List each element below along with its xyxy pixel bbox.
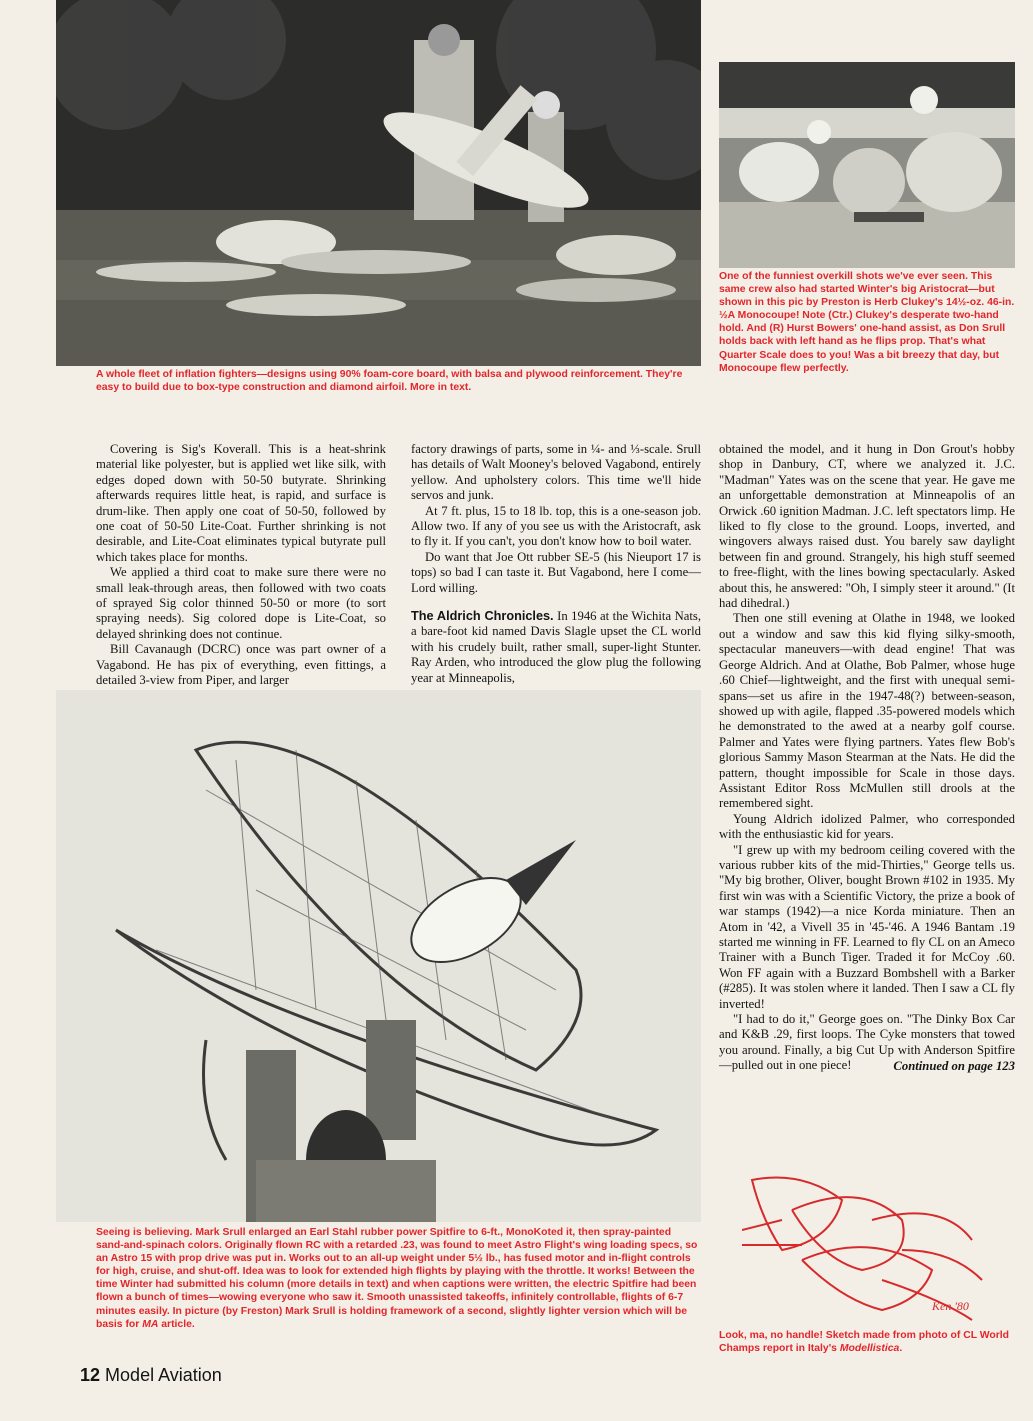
fleet-photo-icon: [56, 0, 701, 366]
page-number: 12: [80, 1365, 101, 1385]
spitfire-photo-icon: [56, 690, 701, 1222]
paragraph: Do want that Joe Ott rubber SE-5 (his Nieuport 17 is tops) so bad I can taste it. But Vagabond, here I come—Lord willing.: [411, 549, 701, 595]
crew-photo-icon: [719, 62, 1015, 268]
sketch-caption: [719, 1329, 1015, 1355]
paragraph: Then one still evening at Olathe in 1948, we looked out a window and saw this kid flying silky-smooth, spectacular maneuvers—with dead engine! That was George Aldrich. And at Olathe, Bob Palmer, whose huge .60 Chief—lightweight, and the first with unequal semi-spans—set us afire in the 1947-48(?) between-season, showed up with agile, flapped .35-powered models which he demonstrated to the awed at a nearby golf course. Palmer and Yates were flying partners. Yates flew Bob's glorious Sammy Mason Stearman at the Nats. He did the pattern, thought impossible for Scale in those days. Assistant Editor Ross McMullen still drools at the remembered sight.: [719, 611, 1015, 811]
page-footer: [80, 1365, 222, 1386]
paragraph: "I had to do it," George goes on. "The Dinky Box Car and K&B .29, first loops. The Cyke monsters that towed you around. Finally, a big Cut Up with Anderson Spitfire—pulled out in one piece!: [719, 1012, 1015, 1073]
caption-end: article.: [158, 1318, 195, 1330]
paragraph: At 7 ft. plus, 15 to 18 lb. top, this is a one-season job. Allow two. If any of you see us with the Aristocraft, ask to fly it. If you can't, you don't know how to boil water.: [411, 503, 701, 549]
paragraph: factory drawings of parts, some in ¼- and ⅓-scale. Srull has details of Walt Mooney's beloved Vagabond, entirely yellow. And upholstery colors. This time we'll hide servos and junk.: [411, 442, 701, 503]
paragraph: obtained the model, and it hung in Don Grout's hobby shop in Danbury, CT, where we analyzed it. J.C. "Madman" Yates was on the scene that year. He gave me an unforgettable demonstration at Minneapolis of an Orwick .60 ignition Madman. J.C. left spectators limp. He liked to fly close to the ground. Loops, inverted, and wingovers always raised dust. You barely saw daylight between fin and ground. Strangely, his high stuff seemed to free-flight, with the lines bowing spectacularly. Asked about this, he answered: "Oh, I simply steer it around." (It had dihedral.): [719, 442, 1015, 611]
paragraph: Covering is Sig's Koverall. This is a heat-shrink material like polyester, but is applied wet like silk, with edges doped down with 50-50 butyrate. Shrinking afterwards requires little heat, is rapid, and surface is drum-like. Then apply one coat of 50-50, followed by one coat of 50-50 Lite-Coat. Further shrinking is not desirable, and Lite-Coat eliminates typical butyrate pull which takes place for months.: [96, 442, 386, 564]
crew-photo-caption: One of the funniest overkill shots we've ever seen. This same crew also had started Winter's big Aristocrat—but shown in this pic by Preston is Herb Clukey's 14½-oz. 46-in. ½A Monocoupe! Note (Ctr.) Clukey's desperate two-hand hold. And (R) Hurst Bowers' one-hand assist, as Don Srull holds back with left hand as he flips prop. That's what Quarter Scale does to you! Was a bit breezy that day, but Monocoupe flew perfectly.: [719, 271, 1015, 374]
paragraph: "I grew up with my bedroom ceiling covered with the various rubber kits of the mid-Thirties," George tells us. "My big brother, Oliver, bought Brown #102 in 1935. My first win was with a Scientific Victory, the prize a book of war stamps (1942)—a nice Korda miniature. Then an Atom in '42, a Vivell 35 in '45-'46. A 1946 Bantam .19 started me winning in FF. Learned to fly CL on an Ameco Trainer with a Bunch Tiger. Traded it for McCoy .60. Won FF again with a Buzzard Bombshell with a Barker (#285). It was stolen where it landed. Then I saw a CL fly inverted!: [719, 842, 1015, 1011]
caption-text: Seeing is believing. Mark Srull enlarged an Earl Stahl rubber power Spitfire to 6-ft., MonoKoted it, then spray-painted sand-and-spinach colors. Originally flown RC with a retarded .23, was found to meet Astro Flight's wing loading specs, so an Astro 15 with prop drive was put in. Works out to an all-up weight under 5½ lb., has fused motor and in-flight controls for high, cruise, and shut-off. Idea was to look for extended high flights by playing with the throttle. It works! Between the time Winter had submitted his column (more details in text) and when captions were written, the electric Spitfire had been flown a bunch of times—wowing everyone who saw it. Smooth unassisted takeoffs, infinitely controllable, flights of 6-7 minutes easily. In picture (by Freston) Mark Srull is holding framework of a second, slightly lighter version which will be basis for: [96, 1227, 698, 1330]
spitfire-photo: [56, 690, 701, 1222]
caption-emphasis: MA: [142, 1318, 159, 1330]
continued-note: Continued on page 123: [893, 1058, 1015, 1073]
fleet-photo-caption: A whole fleet of inflation fighters—designs using 90% foam-core board, with balsa and plywood reinforcement. They're easy to build due to box-type construction and diamond airfoil. More in text.: [96, 369, 683, 394]
caption-end: .: [899, 1343, 903, 1355]
sketch-signature: Ken '80: [932, 1299, 969, 1313]
text-column-3: [719, 442, 1015, 1074]
caption-emphasis: Modellistica: [839, 1343, 900, 1355]
paragraph: Bill Cavanaugh (DCRC) once was part owner of a Vagabond. He has pix of everything, even fittings, a detailed 3-view from Piper, and larger: [96, 642, 386, 688]
paragraph-text: In 1946 at the Wichita Nats, a bare-foot kid named Davis Slagle upset the CL world with his crudely built, rather small, super-light Stunter. Ray Arden, who introduced the glow plug the following year at Minneapolis,: [411, 609, 702, 685]
caption-text: Look, ma, no handle! Sketch made from photo of CL World Champs report in Italy's: [719, 1330, 1009, 1355]
hand-sketch-icon: [742, 1160, 1010, 1330]
crew-photo: [719, 62, 1015, 268]
text-column-2: [411, 442, 701, 686]
fleet-photo: [56, 0, 701, 366]
paragraph: Young Aldrich idolized Palmer, who corresponded with the enthusiastic kid for years.: [719, 811, 1015, 842]
hand-sketch: [742, 1160, 1010, 1330]
section-heading: The Aldrich Chronicles.: [411, 609, 554, 624]
section-paragraph: [411, 609, 701, 686]
spitfire-photo-caption: [96, 1226, 701, 1331]
text-column-1: [96, 442, 386, 689]
magazine-name: Model Aviation: [105, 1365, 222, 1385]
paragraph: We applied a third coat to make sure there were no small leak-through areas, then followed with two coats of sprayed Sig color thinned 50-50 or more (to sort spraying needs). Sig colored dope is Lite-Coat, so delayed shrinking does not continue.: [96, 565, 386, 641]
